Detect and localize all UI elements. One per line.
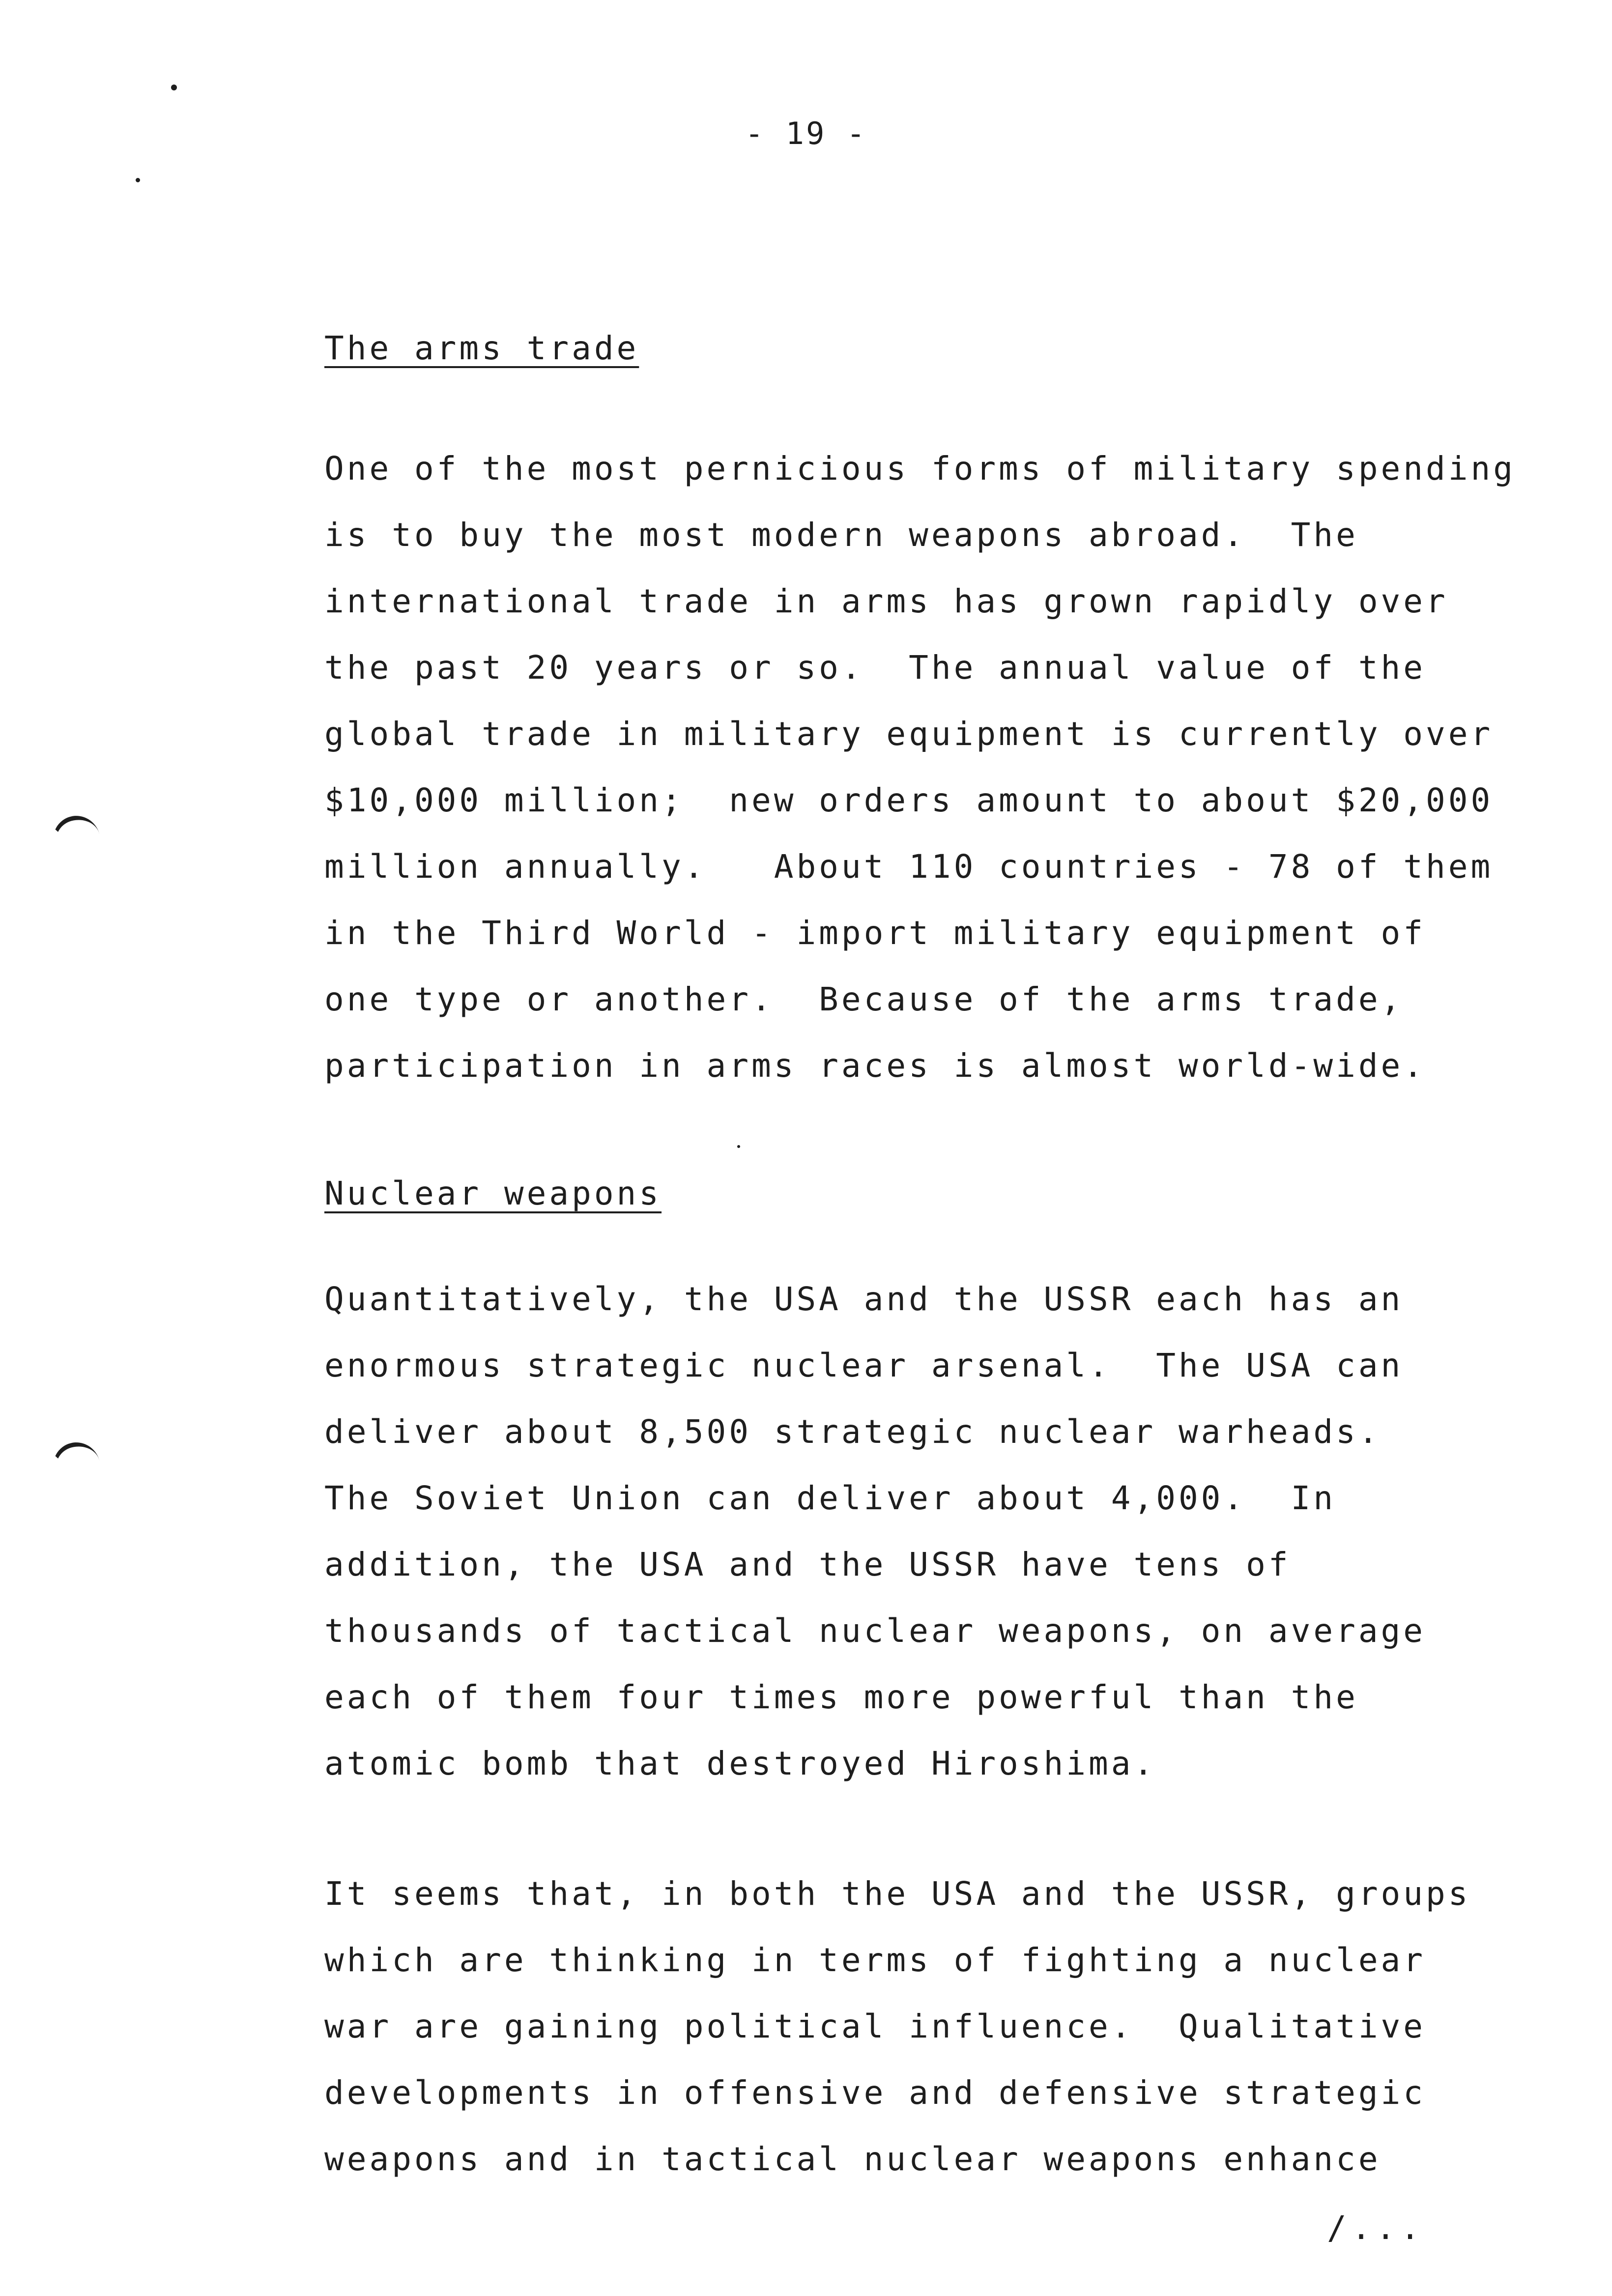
scan-speck	[136, 178, 140, 182]
text-line: thousands of tactical nuclear weapons, on average	[324, 1612, 1426, 1650]
scan-speck	[737, 1145, 740, 1148]
text-line: which are thinking in terms of fighting a nuclear	[324, 1941, 1426, 1979]
continuation-marker: /...	[1327, 2209, 1425, 2247]
text-line: million annually. About 110 countries - 78 of them	[324, 848, 1494, 886]
text-line: addition, the USA and the USSR have tens of	[324, 1546, 1291, 1583]
text-line: enormous strategic nuclear arsenal. The USA can	[324, 1347, 1404, 1384]
text-line: each of them four times more powerful than the	[324, 1678, 1358, 1716]
text-line: global trade in military equipment is currently over	[324, 715, 1494, 753]
section-heading-arms-trade: The arms trade	[324, 329, 639, 367]
text-line: developments in offensive and defensive strategic	[324, 2074, 1426, 2112]
text-line: one type or another. Because of the arms trade,	[324, 980, 1404, 1018]
scan-speck	[171, 85, 177, 90]
text-line: One of the most pernicious forms of military spending	[324, 450, 1516, 488]
text-line: the past 20 years or so. The annual value of the	[324, 649, 1426, 687]
text-line: $10,000 million; new orders amount to about $20,000	[324, 781, 1494, 819]
text-line: atomic bomb that destroyed Hiroshima.	[324, 1745, 1156, 1782]
text-line: weapons and in tactical nuclear weapons enhance	[324, 2140, 1381, 2178]
text-line: Quantitatively, the USA and the USSR each has an	[324, 1280, 1404, 1318]
text-line: participation in arms races is almost world-wide.	[324, 1047, 1426, 1085]
text-line: is to buy the most modern weapons abroad. The	[324, 516, 1358, 554]
section-heading-nuclear-weapons: Nuclear weapons	[324, 1175, 662, 1212]
punch-hole-mark	[48, 1437, 106, 1496]
page-number: - 19 -	[745, 115, 867, 151]
text-line: It seems that, in both the USA and the USSR, groups	[324, 1875, 1471, 1913]
text-line: war are gaining political influence. Qualitative	[324, 2008, 1426, 2045]
text-line: in the Third World - import military equipment of	[324, 914, 1426, 952]
text-line: deliver about 8,500 strategic nuclear warheads.	[324, 1413, 1381, 1451]
punch-hole-mark	[48, 810, 106, 869]
text-line: The Soviet Union can deliver about 4,000. In	[324, 1479, 1336, 1517]
text-line: international trade in arms has grown rapidly over	[324, 582, 1448, 620]
